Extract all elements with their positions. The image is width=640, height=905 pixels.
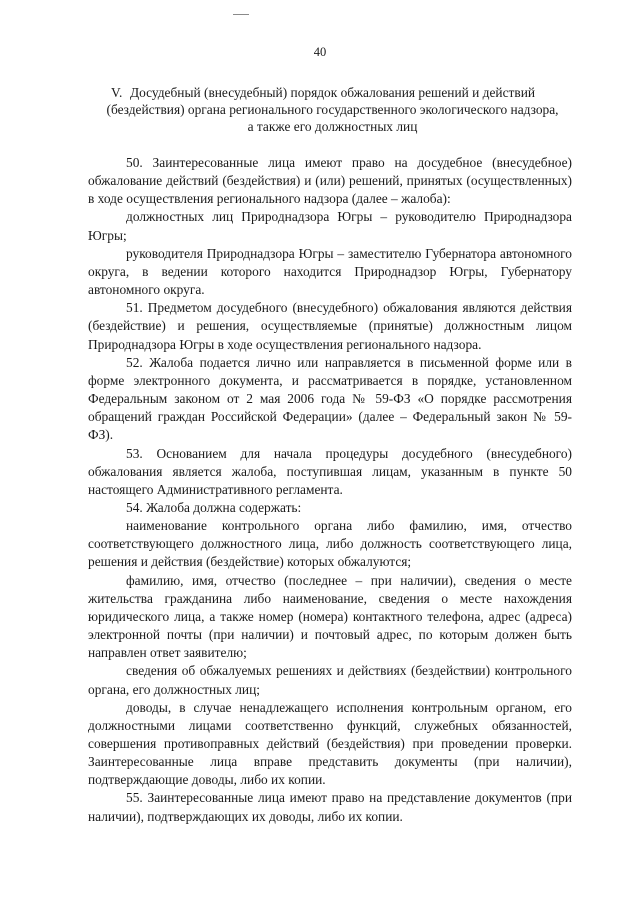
paragraph-54-item-arguments: доводы, в случае ненадлежащего исполнения контрольным органом, его должностными лицами соответственно функций, служебных обязанностей, совершения противоправных действий (бездействия) при проведении проверки. Заинтересованные лица вправе представить документы (при наличии), подтверждающие доводы, либо их копии. bbox=[88, 699, 572, 788]
paragraph-54-item-applicant: фамилию, имя, отчество (последнее – при наличии), сведения о месте жительства гражданина либо наименование, сведения о месте нахождения юридического лица, а также номер (номера) контактного телефона, адрес (адреса) электронной почты (при наличии) и почтовый адрес, по которым должен быть направлен ответ заявителю; bbox=[88, 572, 572, 661]
paragraph-55: 55. Заинтересованные лица имеют право на представление документов (при наличии), подтверждающих их доводы, либо их копии. bbox=[88, 790, 572, 824]
paragraph-52: 52. Жалоба подается лично или направляется в письменной форме или в форме электронного документа, и рассматривается в порядке, установленном Федеральным законом от 2 мая 2006 года № 59-ФЗ «О порядке рассмотрения обращений граждан Российской Федерации» (далее – Федеральный закон № 59-ФЗ). bbox=[88, 354, 572, 443]
section-number: V. bbox=[111, 85, 123, 100]
page-number: 40 bbox=[313, 45, 327, 59]
paragraph-51: 51. Предметом досудебного (внесудебного) обжалования являются действия (бездействие) и решения, осуществляемые (принятые) должностным лицом Природнадзора Югры в ходе осуществления регионального надзора. bbox=[88, 300, 572, 352]
paragraph-50-item-officials: должностных лиц Природнадзора Югры – руководителю Природнадзора Югры; bbox=[88, 209, 572, 243]
paragraph-54-item-authority: наименование контрольного органа либо фамилию, имя, отчество соответствующего должностного лица, либо должность соответствующего лица, решения и действия (бездействие) которых обжалуются; bbox=[88, 518, 572, 570]
paragraph-50: 50. Заинтересованные лица имеют право на досудебное (внесудебное) обжалование действий (бездействия) и (или) решений, принятых (осуществленных) в ходе осуществления регионального надзора (далее – жалоба): bbox=[88, 155, 572, 207]
section-heading bbox=[105, 84, 560, 136]
scan-artifact-mark bbox=[233, 14, 249, 15]
body-text bbox=[88, 154, 572, 826]
paragraph-53: 53. Основанием для начала процедуры досудебного (внесудебного) обжалования является жалоба, поступившая лицам, указанным в пункте 50 настоящего Административного регламента. bbox=[88, 445, 572, 497]
paragraph-54: 54. Жалоба должна содержать: bbox=[126, 499, 302, 515]
paragraph-54-item-decisions: сведения об обжалуемых решениях и действиях (бездействии) контрольного органа, его должностных лиц; bbox=[88, 663, 572, 697]
paragraph-50-item-head: руководителя Природнадзора Югры – заместителю Губернатора автономного округа, в ведении которого находится Природнадзор Югры, Губернатору автономного округа. bbox=[88, 245, 572, 298]
section-title: Досудебный (внесудебный) порядок обжалования решений и действий (бездействия) органа регионального государственного экологического надзора, а также его должностных лиц bbox=[106, 85, 559, 135]
